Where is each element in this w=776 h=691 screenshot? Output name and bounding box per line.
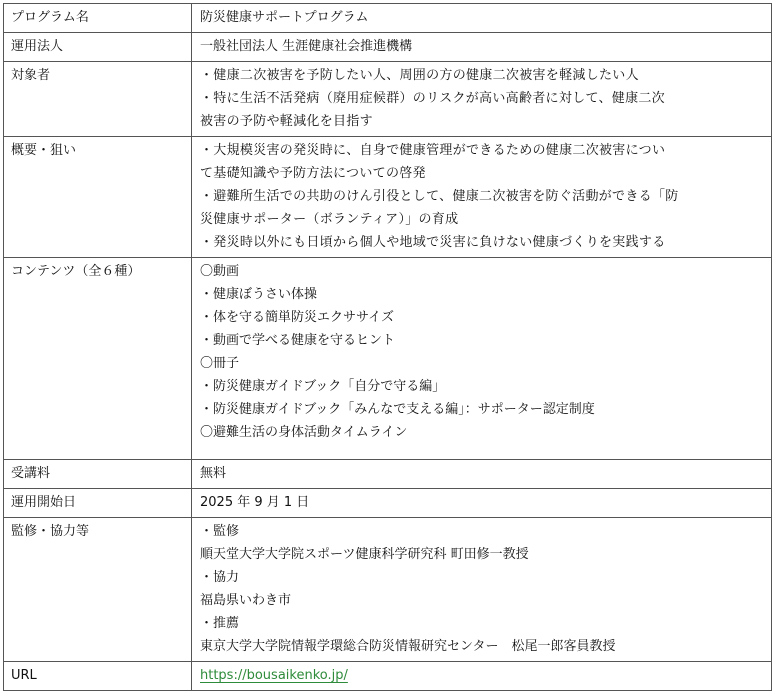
row-value bbox=[192, 4, 772, 33]
row-value bbox=[192, 137, 772, 258]
row-label: 受講料 bbox=[4, 460, 192, 489]
row-label: 対象者 bbox=[4, 62, 192, 137]
row-label: 監修・協力等 bbox=[4, 518, 192, 662]
table-row-target bbox=[4, 62, 772, 137]
overview-line: て基礎知識や予防方法についての啓発 bbox=[200, 166, 426, 181]
contents-line: 〇避難生活の身体活動タイムライン bbox=[200, 425, 408, 440]
start-date-value: 2025 年 9 月 1 日 bbox=[200, 495, 310, 510]
row-value bbox=[192, 33, 772, 62]
contents-line: 〇動画 bbox=[200, 264, 240, 279]
overview-line: ・避難所生活での共助のけん引役として、健康二次被害を防ぐ活動ができる「防 bbox=[200, 189, 679, 204]
program-name-value: 防災健康サポートプログラム bbox=[200, 10, 369, 25]
table-row-contents bbox=[4, 258, 772, 460]
target-line: 被害の予防や軽減化を目指す bbox=[200, 114, 373, 129]
contents-line: ・動画で学べる健康を守るヒント bbox=[200, 333, 396, 348]
contents-line: ・防災健康ガイドブック「みんなで支える編」：サポーター認定制度 bbox=[200, 402, 595, 417]
row-value bbox=[192, 62, 772, 137]
table-row-url bbox=[4, 662, 772, 691]
supervision-line: 東京大学大学院情報学環総合防災情報研究センター 松尾一郎客員教授 bbox=[200, 639, 616, 654]
overview-line: ・大規模災害の発災時に、自身で健康管理ができるための健康二次被害につい bbox=[200, 143, 666, 158]
supervision-line: 福島県いわき市 bbox=[200, 593, 292, 608]
program-info-table bbox=[3, 3, 772, 691]
target-line: ・特に生活不活発病（廃用症候群）のリスクが高い高齢者に対して、健康二次 bbox=[200, 91, 665, 106]
row-label: 運用法人 bbox=[4, 33, 192, 62]
row-value bbox=[192, 518, 772, 662]
fee-value: 無料 bbox=[200, 466, 227, 481]
contents-line: ・防災健康ガイドブック「自分で守る編」 bbox=[200, 379, 446, 394]
contents-line: ・体を守る簡単防災エクササイズ bbox=[200, 310, 394, 325]
table-row-program-name bbox=[4, 4, 772, 33]
table-row-start-date bbox=[4, 489, 772, 518]
supervision-line: ・協力 bbox=[200, 570, 240, 585]
row-value bbox=[192, 489, 772, 518]
table-row-fee bbox=[4, 460, 772, 489]
contents-line: 〇冊子 bbox=[200, 356, 240, 371]
row-value bbox=[192, 662, 772, 691]
supervision-line: ・監修 bbox=[200, 524, 240, 539]
contents-line: ・健康ぼうさい体操 bbox=[200, 287, 318, 302]
row-value bbox=[192, 460, 772, 489]
table-row-supervision bbox=[4, 518, 772, 662]
table-row-operator bbox=[4, 33, 772, 62]
supervision-line: 順天堂大学大学院スポーツ健康科学研究科 町田修一教授 bbox=[200, 547, 529, 562]
overview-line: ・発災時以外にも日頃から個人や地域で災害に負けない健康づくりを実践する bbox=[200, 235, 666, 250]
target-line: ・健康二次被害を予防したい人、周囲の方の健康二次被害を軽減したい人 bbox=[200, 68, 639, 83]
row-label: 概要・狙い bbox=[4, 137, 192, 258]
row-label: 運用開始日 bbox=[4, 489, 192, 518]
table-row-overview bbox=[4, 137, 772, 258]
overview-line: 災健康サポーター（ボランティア）」の育成 bbox=[200, 212, 459, 227]
row-label: コンテンツ（全６種） bbox=[4, 258, 192, 460]
program-info-container bbox=[3, 3, 772, 691]
supervision-line: ・推薦 bbox=[200, 616, 240, 631]
operator-value: 一般社団法人 生涯健康社会推進機構 bbox=[200, 39, 413, 54]
row-label: プログラム名 bbox=[4, 4, 192, 33]
website-link[interactable]: https://bousaikenko.jp/ bbox=[200, 668, 348, 683]
row-value bbox=[192, 258, 772, 460]
row-label: URL bbox=[4, 662, 192, 691]
